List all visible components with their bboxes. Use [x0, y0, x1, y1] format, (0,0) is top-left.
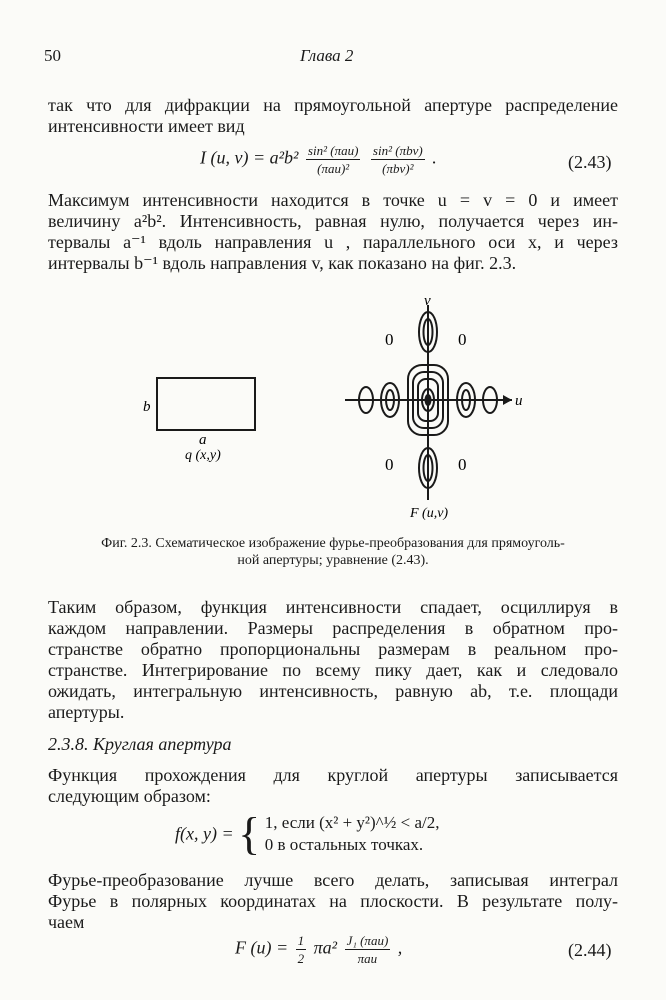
text-line: Фурье в полярных координатах на плоскости. В результате полу- — [48, 891, 618, 911]
equation-2-44 — [235, 932, 402, 967]
fraction — [371, 142, 425, 177]
aperture-rectangle — [157, 378, 255, 430]
text-line: величину a²b². Интенсивность, равная нулю, получается через ин- — [48, 211, 618, 231]
text-line: интервалы b⁻¹ вдоль направления v, как показано на фиг. 2.3. — [48, 253, 517, 273]
brace: { — [238, 808, 261, 859]
paragraph-maximum — [48, 190, 618, 274]
chapter-title: Глава 2 — [300, 46, 354, 65]
equation-middle: πa² — [313, 937, 338, 958]
case-line: 0 в остальных точках. — [264, 835, 424, 854]
label-b: b — [143, 399, 151, 415]
label-a: a — [199, 432, 207, 448]
zero-marker: 0 — [458, 330, 467, 349]
zero-marker: 0 — [385, 330, 394, 349]
text-line: Фурье-преобразование лучше всего делать, записывая интеграл — [48, 870, 618, 890]
text-line: странстве обратно пропорциональны размерам в реальном про- — [48, 639, 618, 659]
label-u-axis: u — [515, 393, 523, 409]
fourier-pattern — [345, 305, 512, 500]
fraction — [345, 932, 391, 967]
central-peak — [426, 395, 431, 405]
text-line: чаем — [48, 912, 85, 932]
fraction — [296, 932, 307, 967]
text-line: следующим образом: — [48, 786, 211, 806]
text-line: тервалы a⁻¹ вдоль направления u , параллельного оси x, и через — [48, 232, 618, 252]
label-v-axis: v — [424, 293, 431, 309]
equation-lhs: F (u) = — [235, 937, 289, 958]
fraction-denominator: (πbv)² — [382, 161, 414, 176]
equation-circular-aperture — [175, 808, 440, 859]
zero-marker: 0 — [385, 455, 394, 474]
text-line: так что для дифракции на прямоугольной апертуре распределение — [48, 95, 618, 115]
text-line: Функция прохождения для круглой апертуры записывается — [48, 765, 618, 785]
zero-marker: 0 — [458, 455, 467, 474]
fraction-numerator: J₁ (πau) — [346, 933, 389, 948]
text-line: ожидать, интегральную интенсивность, равную ab, т.е. площади — [48, 681, 618, 701]
text-line: каждом направлении. Размеры распределения в обратном про- — [48, 618, 618, 638]
text-line: странстве. Интегрирование по всему пику дает, как и следовало — [48, 660, 618, 680]
equation-lhs: f(x, y) = — [175, 823, 234, 844]
text-line: интенсивности имеет вид — [48, 116, 245, 136]
caption-line: ной апертуры; уравнение (2.43). — [237, 553, 429, 568]
text-line: апертуры. — [48, 702, 125, 722]
fraction-denominator: 2 — [297, 951, 305, 966]
caption-line: Фиг. 2.3. Схематическое изображение фурье-преобразования для прямоуголь- — [101, 536, 565, 551]
fraction-numerator: sin² (πau) — [307, 143, 359, 158]
paragraph-intro — [48, 95, 618, 137]
equation-tail: , — [397, 937, 403, 958]
equation-2-43 — [200, 142, 437, 177]
fraction-numerator: sin² (πbv) — [372, 143, 423, 158]
equation-lhs: I (u, v) = a²b² — [200, 147, 299, 168]
figure-caption — [48, 535, 618, 569]
paragraph-conclusion — [48, 597, 618, 723]
fraction-denominator: (πau)² — [317, 161, 350, 176]
paragraph-circular — [48, 765, 618, 807]
figure-2-3 — [0, 285, 666, 525]
cases — [265, 812, 440, 856]
case-line: 1, если (x² + y²)^½ < a/2, — [264, 813, 440, 832]
aperture-caption: q (x,y) — [185, 448, 221, 463]
u-axis-arrow — [503, 395, 512, 405]
equation-tail: . — [432, 147, 437, 168]
equation-number: (2.44) — [568, 940, 612, 960]
fraction-numerator: 1 — [297, 933, 305, 948]
paragraph-polar — [48, 870, 618, 933]
fraction-denominator: πau — [357, 951, 378, 966]
text-line: Максимум интенсивности находится в точке u = v = 0 и имеет — [48, 190, 618, 210]
text-line: Таким образом, функция интенсивности спадает, осциллируя в — [48, 597, 618, 617]
section-heading: 2.3.8. Круглая апертура — [48, 734, 232, 754]
transform-caption: F (u,v) — [410, 506, 449, 521]
fraction — [306, 142, 361, 177]
equation-number: (2.43) — [568, 152, 612, 172]
page-number: 50 — [44, 46, 61, 65]
